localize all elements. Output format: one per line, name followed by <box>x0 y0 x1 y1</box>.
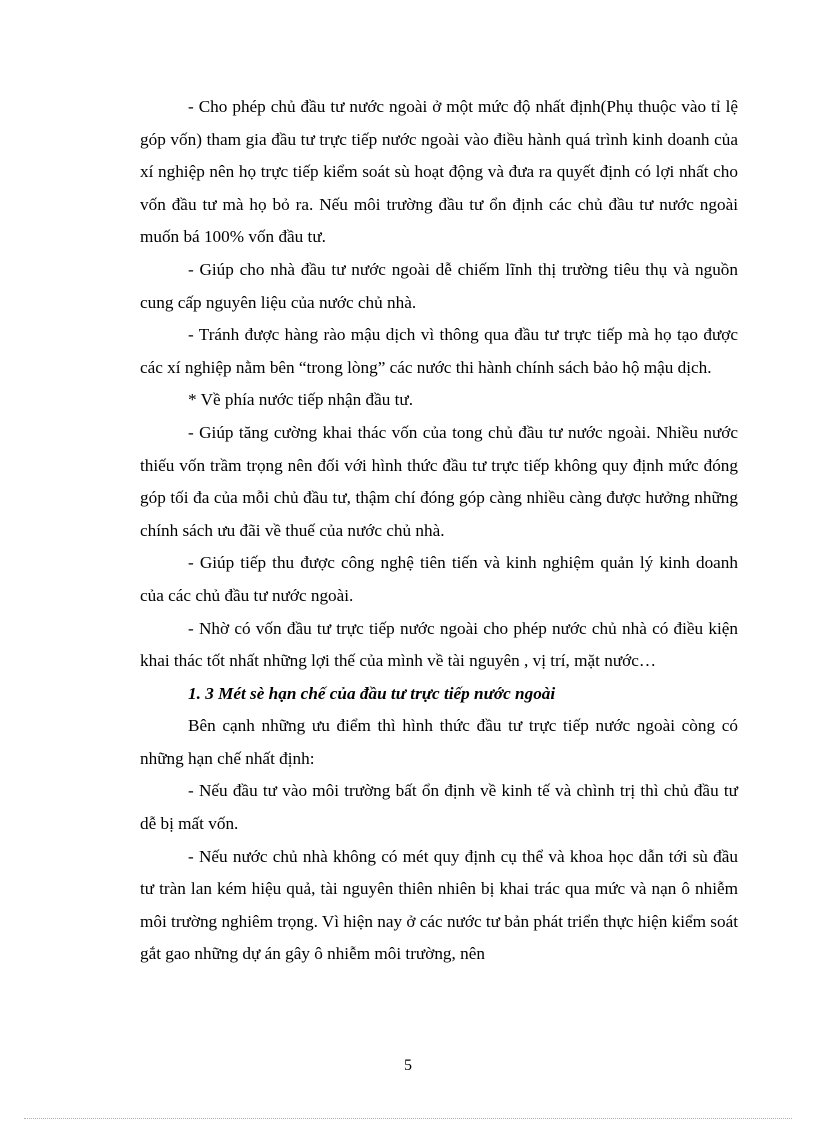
paragraph: - Nhờ có vốn đầu tư trực tiếp nước ngoài cho phép nước chủ nhà có điều kiện khai thác tốt nhất những lợi thế của mình về tài nguyên , vị trí, mặt nước… <box>140 618 738 671</box>
document-body <box>140 91 738 971</box>
paragraph: - Cho phép chủ đầu tư nước ngoài ở một mức độ nhất định(Phụ thuộc vào tỉ lệ góp vốn) tham gia đầu tư trực tiếp nước ngoài vào điều hành quá trình kinh doanh của xí nghiệp nên họ trực tiếp kiểm soát sù hoạt động và đưa ra quyết định có lợi nhất cho vốn đầu tư mà họ bỏ ra. Nếu môi trường đầu tư ổn định các chủ đầu tư nước ngoài muốn bá 100% vốn đầu tư. <box>140 97 738 247</box>
paragraph: - Giúp cho nhà đầu tư nước ngoài dễ chiếm lĩnh thị trường tiêu thụ và nguồn cung cấp nguyên liệu của nước chủ nhà. <box>140 259 738 312</box>
paragraph: - Giúp tiếp thu được công nghệ tiên tiến và kinh nghiệm quản lý kinh doanh của các chủ đầu tư nước ngoài. <box>140 553 738 605</box>
paragraph: * Về phía nước tiếp nhận đầu tư. <box>188 390 414 410</box>
paragraph: Bên cạnh những ưu điểm thì hình thức đầu tư trực tiếp nước ngoài còng có những hạn chế nhất định: <box>140 716 738 768</box>
paragraph: - Nếu nước chủ nhà không có mét quy định cụ thể và khoa học dẫn tới sù đầu tư tràn lan kém hiệu quả, tài nguyên thiên nhiên bị khai trác qua mức và nạn ô nhiễm môi trường nghiêm trọng. Vì hiện nay ở các nước tư bản phát triển thực hiện kiểm soát gắt gao những dự án gây ô nhiễm môi trường, nên <box>140 846 738 964</box>
paragraph: - Giúp tăng cường khai thác vốn của tong chủ đầu tư nước ngoài. Nhiều nước thiếu vốn trầm trọng nên đối với hình thức đầu tư trực tiếp không quy định mức đóng góp tối đa của mỗi chủ đầu tư, thậm chí đóng góp càng nhiều càng được hưởng những chính sách ưu đãi về thuế của nước chủ nhà. <box>140 422 738 540</box>
paragraph: - Tránh được hàng rào mậu dịch vì thông qua đầu tư trực tiếp mà họ tạo được các xí nghiệp nằm bên “trong lòng” các nước thi hành chính sách bảo hộ mậu dịch. <box>140 325 738 377</box>
paragraph: - Nếu đầu tư vào môi trường bất ổn định về kinh tế và chình trị thì chủ đầu tư dễ bị mất vốn. <box>140 781 738 834</box>
page-number: 5 <box>404 1057 412 1074</box>
section-heading: 1. 3 Mét sè hạn chế của đầu tư trực tiếp nước ngoài <box>188 683 556 703</box>
footer-divider <box>24 1118 792 1119</box>
